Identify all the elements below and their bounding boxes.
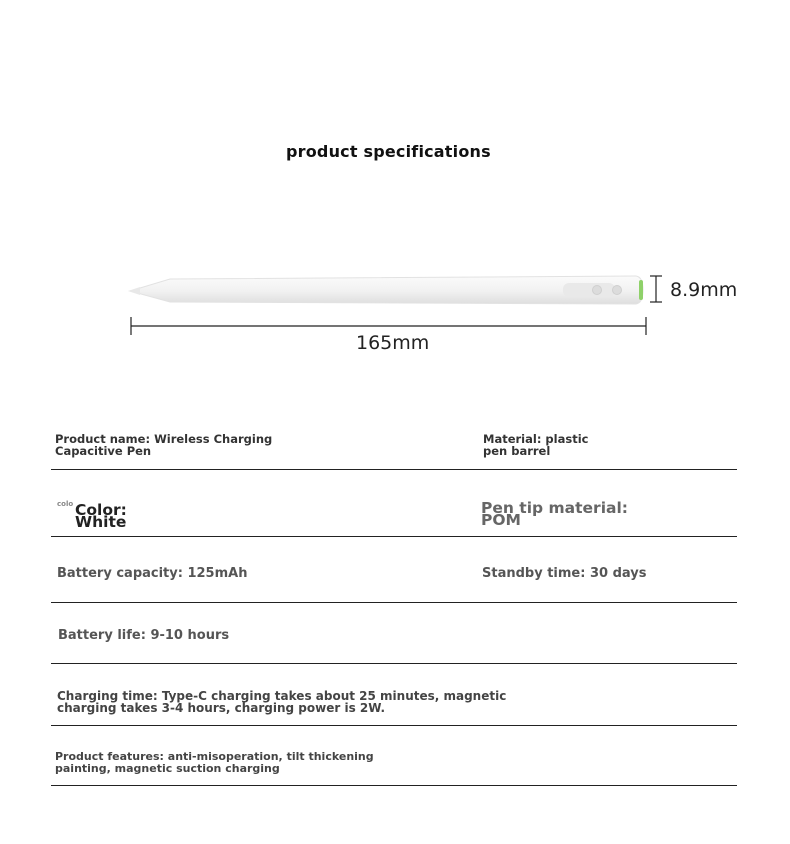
spec-row-5 <box>51 663 737 726</box>
diameter-label: 8.9mm <box>670 279 738 301</box>
features-cell: Product features: anti-misoperation, tilt thickening painting, magnetic suction charging <box>55 750 374 775</box>
tip-material-cell: Pen tip material: POM <box>481 499 628 529</box>
spec-row-2 <box>51 469 737 537</box>
pen-button <box>593 286 602 295</box>
color-tag: colo <box>57 500 74 508</box>
spec-row-3 <box>51 536 737 603</box>
spec-row-1 <box>51 426 737 470</box>
length-label: 165mm <box>356 332 430 354</box>
pen-illustration <box>0 0 790 400</box>
product-name-cell: Product name: Wireless Charging Capacitive Pen <box>55 432 273 458</box>
color-cell: Color: White <box>75 501 127 531</box>
pen-indicator <box>613 286 622 295</box>
battery-capacity-cell: Battery capacity: 125mAh <box>57 566 248 581</box>
charging-time-cell: Charging time: Type-C charging takes about 25 minutes, magnetic charging takes 3-4 hours, charging power is 2W. <box>57 689 507 715</box>
standby-time-cell: Standby time: 30 days <box>482 566 647 581</box>
pen-accent-light <box>639 280 643 300</box>
page-title: product specifications <box>286 142 491 161</box>
pen-tip <box>128 287 140 295</box>
spec-row-4 <box>51 602 737 664</box>
pen-flat-side <box>563 283 615 297</box>
material-cell: Material: plastic pen barrel <box>483 432 589 458</box>
spec-row-6 <box>51 725 737 786</box>
battery-life-cell: Battery life: 9-10 hours <box>58 628 230 643</box>
